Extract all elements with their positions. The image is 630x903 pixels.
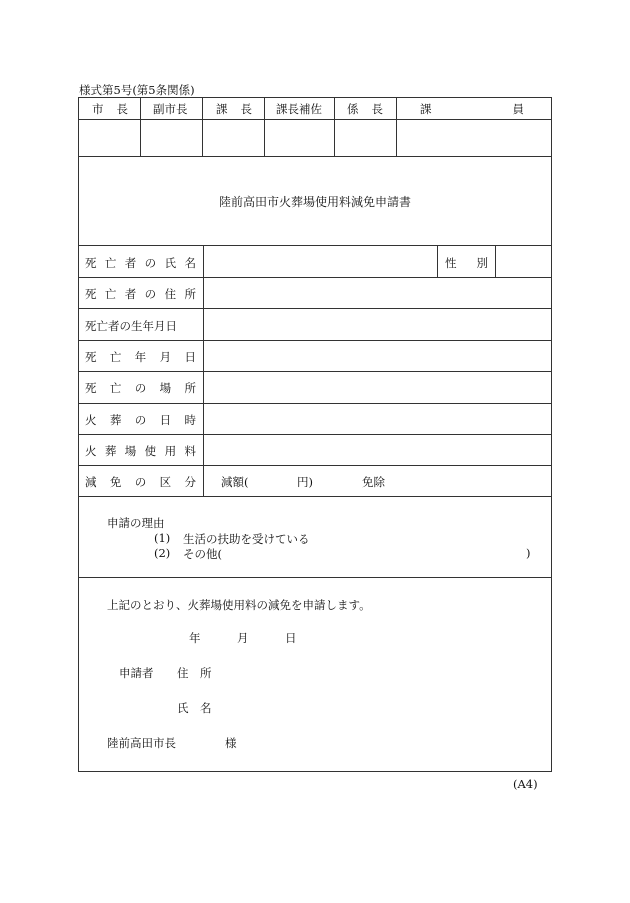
cremation-datetime-label: 火 葬 の 日 時 — [85, 413, 196, 427]
deceased-address-label: 死 亡 者 の 住 所 — [85, 287, 196, 301]
honorific-label: 様 — [225, 736, 237, 750]
addressee-label: 陸前高田市長 — [107, 736, 176, 750]
row-line — [78, 465, 552, 466]
reason-heading: 申請の理由 — [107, 516, 165, 530]
applicant-label: 申請者 — [119, 666, 154, 680]
form-number: 様式第5号(第5条関係) — [79, 83, 195, 97]
cremation-datetime-field[interactable] — [204, 404, 551, 434]
applicant-address-label: 住 所 — [177, 666, 212, 680]
deceased-birthdate-field[interactable] — [204, 309, 551, 340]
cremation-fee-field[interactable] — [204, 435, 551, 465]
deceased-name-label: 死 亡 者 の 氏 名 — [85, 256, 196, 270]
death-date-field[interactable] — [204, 341, 551, 371]
deceased-address-field[interactable] — [204, 278, 551, 308]
reason-item2-text: その他( — [183, 547, 222, 561]
reduction-option[interactable]: 減額( — [221, 475, 249, 489]
applicant-address-field[interactable] — [220, 661, 540, 681]
month-label: 月 — [237, 631, 249, 645]
approval-staff-label: 課 員 — [420, 102, 524, 116]
applicant-name-field[interactable] — [220, 696, 540, 716]
full-exemption-option[interactable]: 免除 — [362, 475, 385, 489]
approval-deputy-mayor-label: 副市長 — [153, 102, 188, 116]
reason-item2-close: ) — [526, 546, 531, 560]
approval-assistant-chief-label: 課長補佐 — [276, 102, 322, 116]
approval-bottom-line — [78, 156, 552, 157]
mayor-stamp-box[interactable] — [79, 120, 140, 156]
reason-other-field[interactable] — [233, 544, 523, 560]
form-title: 陸前高田市火葬場使用料減免申請書 — [218, 195, 411, 209]
deceased-name-field[interactable] — [204, 246, 437, 277]
deceased-birthdate-label: 死亡者の生年月日 — [85, 319, 177, 333]
year-label: 年 — [189, 631, 201, 645]
section-chief-stamp-box[interactable] — [203, 120, 264, 156]
reason-item1-text: 生活の扶助を受けている — [183, 532, 310, 546]
assistant-chief-stamp-box[interactable] — [265, 120, 334, 156]
reason-item2-number[interactable]: (2) — [154, 546, 171, 560]
death-place-label: 死 亡 の 場 所 — [85, 381, 196, 395]
paper-size-label: (A4) — [513, 777, 538, 791]
row-line — [78, 577, 552, 578]
gender-field[interactable] — [496, 246, 551, 277]
deputy-mayor-stamp-box[interactable] — [141, 120, 202, 156]
applicant-name-label: 氏 名 — [177, 701, 212, 715]
exemption-type-label: 減 免 の 区 分 — [85, 475, 196, 489]
gender-label: 性 別 — [445, 256, 488, 270]
day-label: 日 — [285, 631, 297, 645]
approval-subsection-chief-label: 係 長 — [347, 102, 383, 116]
row-line — [78, 496, 552, 497]
approval-mayor-label: 市 長 — [92, 102, 128, 116]
gender-divider — [437, 245, 438, 277]
cremation-fee-label: 火 葬 場 使 用 料 — [85, 444, 196, 458]
death-date-label: 死 亡 年 月 日 — [85, 350, 196, 364]
subsection-chief-stamp-box[interactable] — [335, 120, 396, 156]
reason-item1-number[interactable]: (1) — [154, 531, 171, 545]
approval-section-chief-label: 課 長 — [216, 102, 252, 116]
staff-stamp-box[interactable] — [397, 120, 551, 156]
reduction-yen-label: 円) — [297, 475, 313, 489]
death-place-field[interactable] — [204, 372, 551, 403]
declaration-statement: 上記のとおり、火葬場使用料の減免を申請します。 — [107, 598, 371, 612]
